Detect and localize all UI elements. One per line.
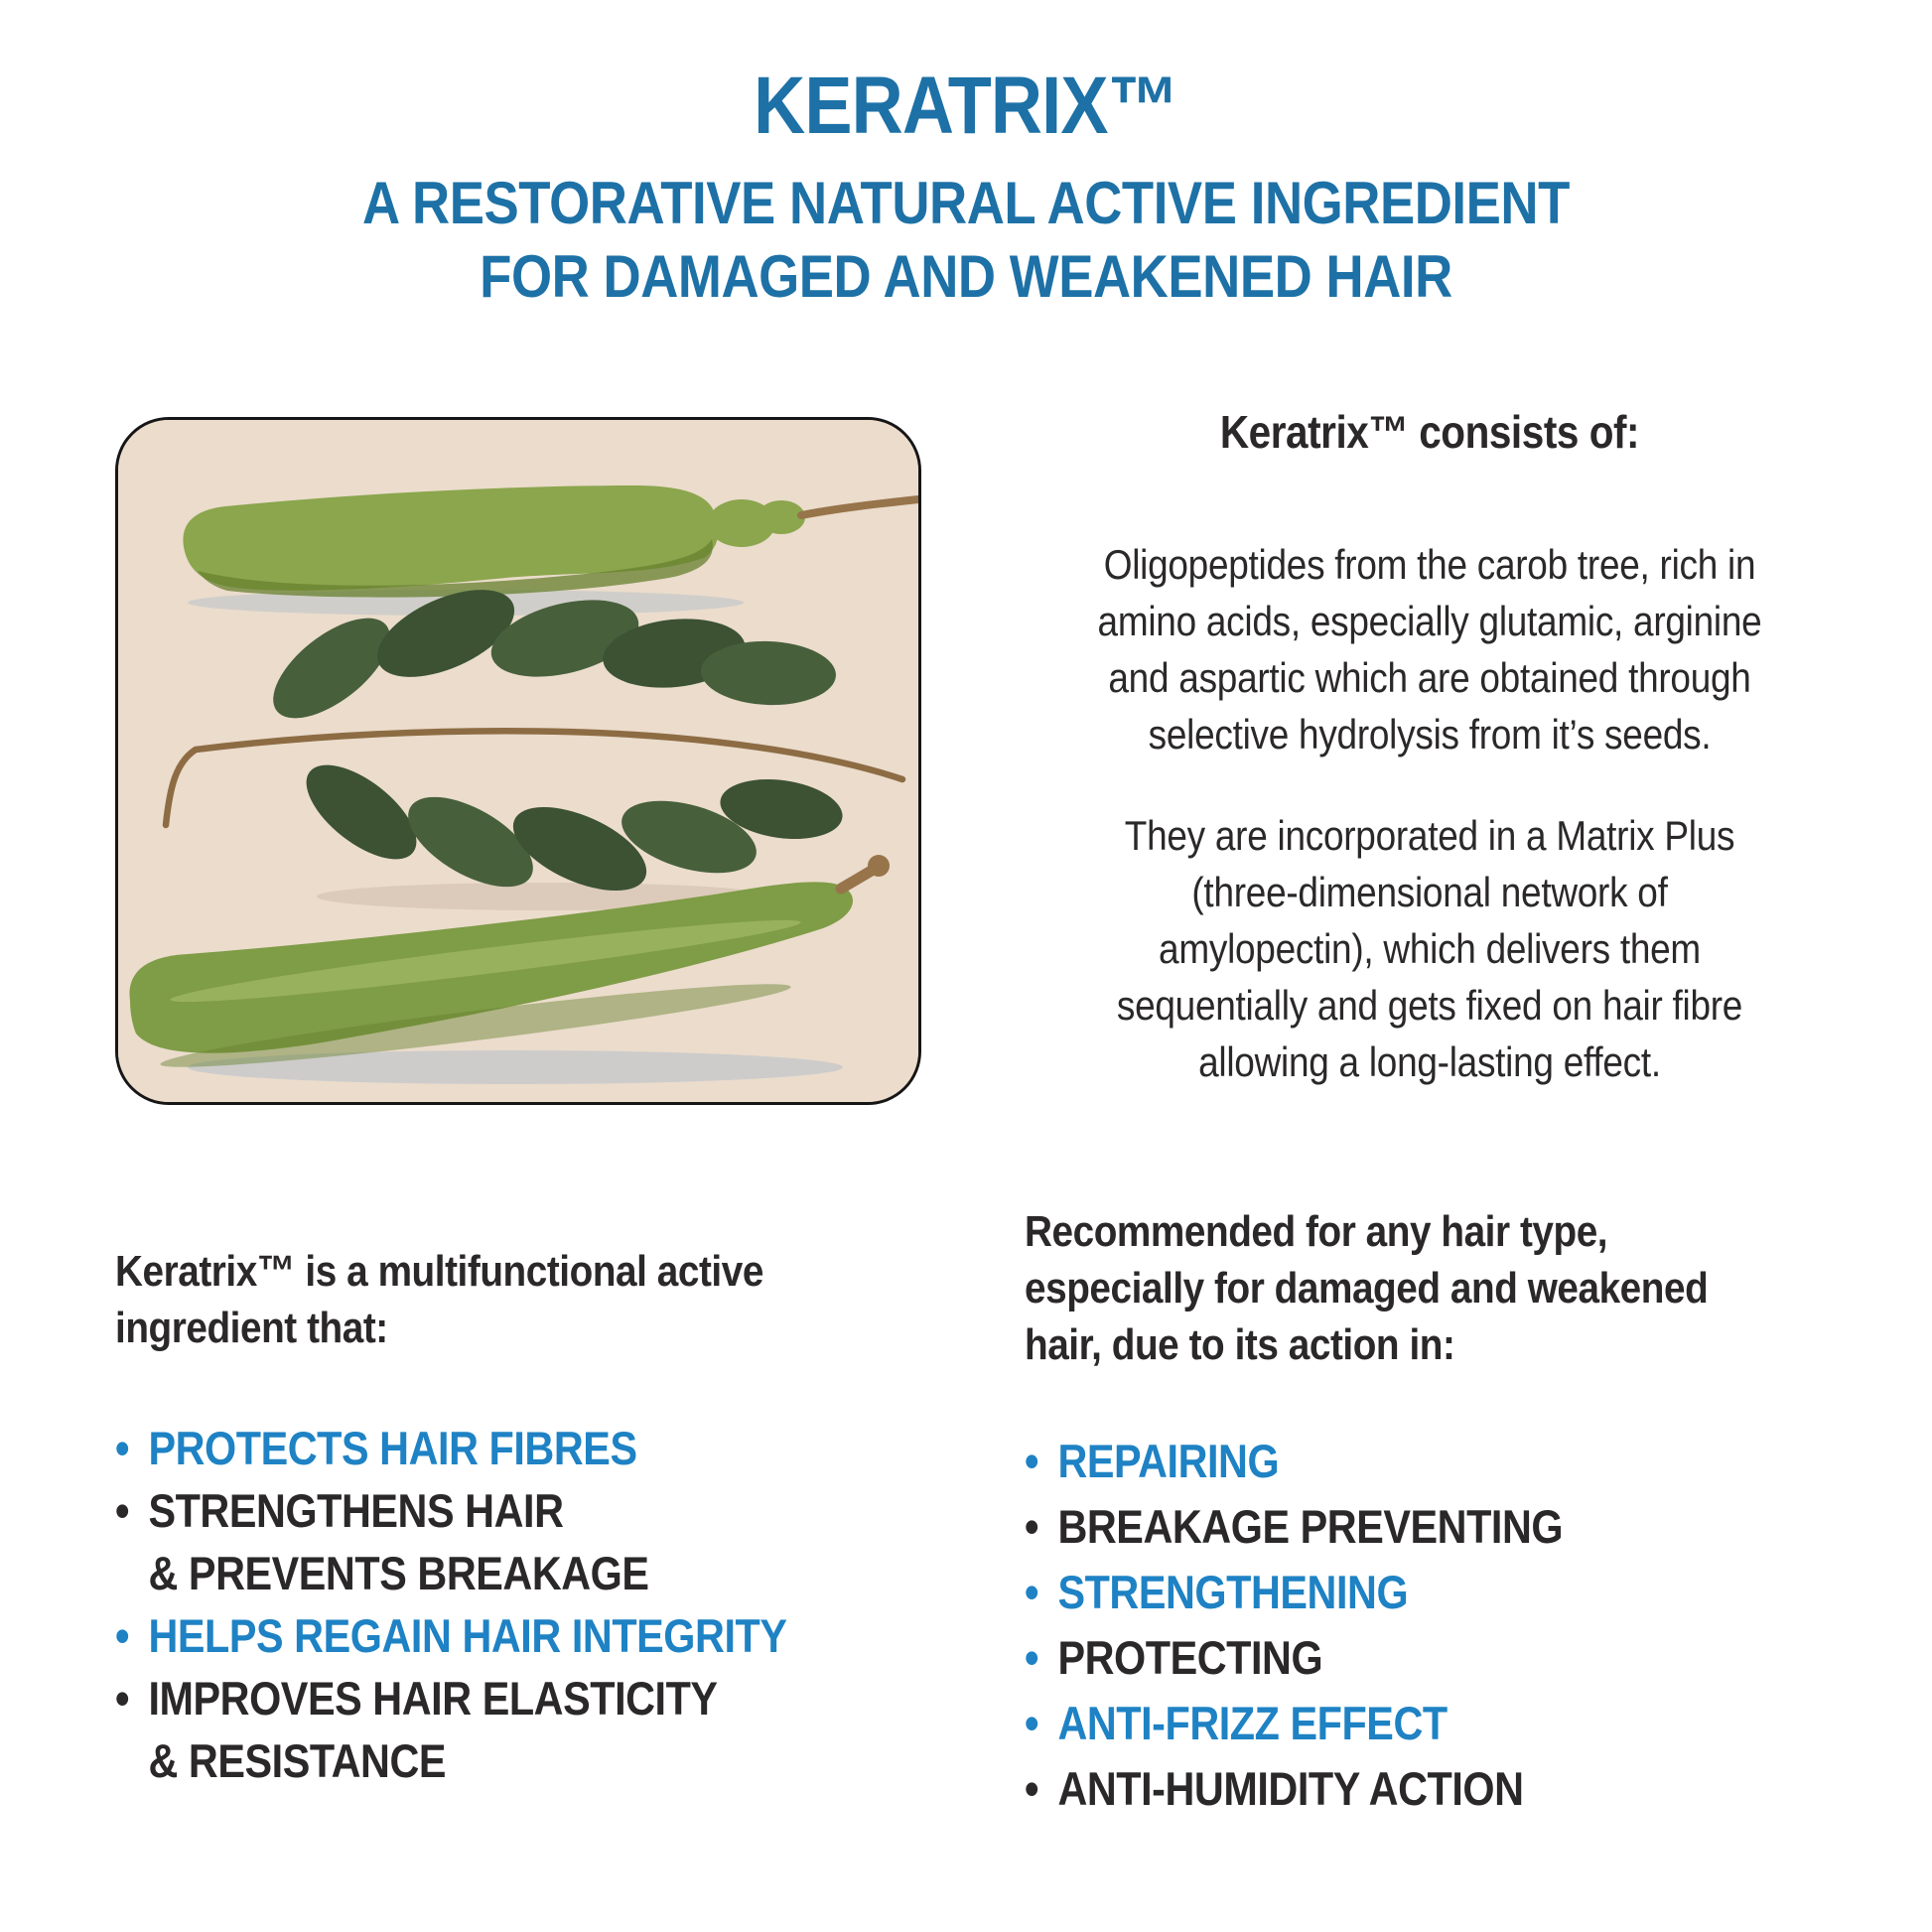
bullet-icon: • — [1025, 1566, 1039, 1618]
bullet-icon: • — [115, 1672, 130, 1725]
bullet-icon: • — [1025, 1697, 1039, 1749]
bullet-icon: • — [115, 1422, 130, 1474]
text-line: amino acids, especially glutamic, arginine — [1097, 598, 1762, 644]
text-line: Keratrix™ is a multifunctional active — [115, 1247, 763, 1296]
list-item — [1025, 1691, 1811, 1756]
product-subtitle — [116, 167, 1816, 314]
bullet-icon: • — [1025, 1500, 1039, 1553]
benefits-text — [115, 1243, 858, 1792]
list-item — [1025, 1756, 1811, 1822]
list-item-label: STRENGTHENS HAIR — [148, 1484, 564, 1537]
list-item-label: BREAKAGE PREVENTING — [1057, 1500, 1564, 1553]
list-item — [1025, 1429, 1811, 1494]
bullet-icon: • — [1025, 1762, 1039, 1815]
carob-photo-illustration — [118, 420, 918, 1102]
recommendations-text — [1025, 1203, 1811, 1822]
text-line: and aspartic which are obtained through — [1108, 654, 1751, 701]
header — [0, 61, 1932, 314]
list-item-label: PROTECTING — [1057, 1631, 1323, 1684]
consists-paragraph-2 — [1049, 807, 1810, 1090]
list-item-label: REPAIRING — [1057, 1435, 1280, 1487]
text-line: hair, due to its action in: — [1025, 1320, 1455, 1369]
list-item-label: ANTI-HUMIDITY ACTION — [1057, 1762, 1524, 1815]
text-line: sequentially and gets fixed on hair fibre — [1116, 982, 1743, 1029]
carob-photo — [115, 417, 921, 1105]
text-line: FOR DAMAGED AND WEAKENED HAIR — [480, 243, 1452, 310]
text-line: (three-dimensional network of — [1191, 869, 1668, 915]
bullet-icon: • — [115, 1609, 130, 1662]
list-item — [115, 1417, 858, 1479]
bullet-icon: • — [1025, 1631, 1039, 1684]
list-item-label: & PREVENTS BREAKAGE — [148, 1547, 649, 1599]
list-item — [115, 1729, 858, 1792]
list-item — [115, 1542, 858, 1604]
recommendations-section — [1025, 1203, 1918, 1822]
list-item — [115, 1479, 858, 1542]
list-item — [115, 1667, 858, 1729]
list-item — [115, 1604, 858, 1667]
text-line: They are incorporated in a Matrix Plus — [1124, 812, 1735, 859]
bullet-icon: • — [115, 1484, 130, 1537]
list-item — [1025, 1560, 1811, 1625]
consists-heading: Keratrix™ consists of: — [1219, 406, 1640, 458]
text-line: Oligopeptides from the carob tree, rich in — [1103, 541, 1756, 588]
consists-paragraph-1 — [1049, 536, 1810, 762]
bullet-icon: • — [1025, 1435, 1039, 1487]
list-item-label: STRENGTHENING — [1057, 1566, 1409, 1618]
text-line: especially for damaged and weakened — [1025, 1264, 1709, 1312]
text-line: ingredient that: — [115, 1304, 388, 1352]
benefits-heading — [115, 1243, 858, 1356]
list-item-label: IMPROVES HAIR ELASTICITY — [148, 1672, 718, 1725]
list-item-label: ANTI-FRIZZ EFFECT — [1057, 1697, 1448, 1749]
consists-text — [1049, 406, 1810, 1090]
benefits-section — [115, 1243, 959, 1792]
consists-section — [998, 406, 1862, 1090]
product-title: KERATRIX™ — [754, 61, 1178, 151]
text-line: A RESTORATIVE NATURAL ACTIVE INGREDIENT — [362, 170, 1570, 236]
list-item-label: & RESISTANCE — [148, 1734, 447, 1787]
benefits-list — [115, 1417, 858, 1792]
header-text — [116, 61, 1816, 314]
recommendations-heading — [1025, 1203, 1811, 1373]
list-item — [1025, 1625, 1811, 1691]
text-line: amylopectin), which delivers them — [1159, 925, 1701, 972]
list-item — [1025, 1494, 1811, 1560]
text-line: Recommended for any hair type, — [1025, 1207, 1608, 1256]
list-item-label: HELPS REGAIN HAIR INTEGRITY — [148, 1609, 787, 1662]
list-item-label: PROTECTS HAIR FIBRES — [148, 1422, 637, 1474]
text-line: selective hydrolysis from it’s seeds. — [1148, 711, 1712, 758]
recommendations-list — [1025, 1429, 1811, 1822]
text-line: allowing a long-lasting effect. — [1198, 1038, 1661, 1085]
